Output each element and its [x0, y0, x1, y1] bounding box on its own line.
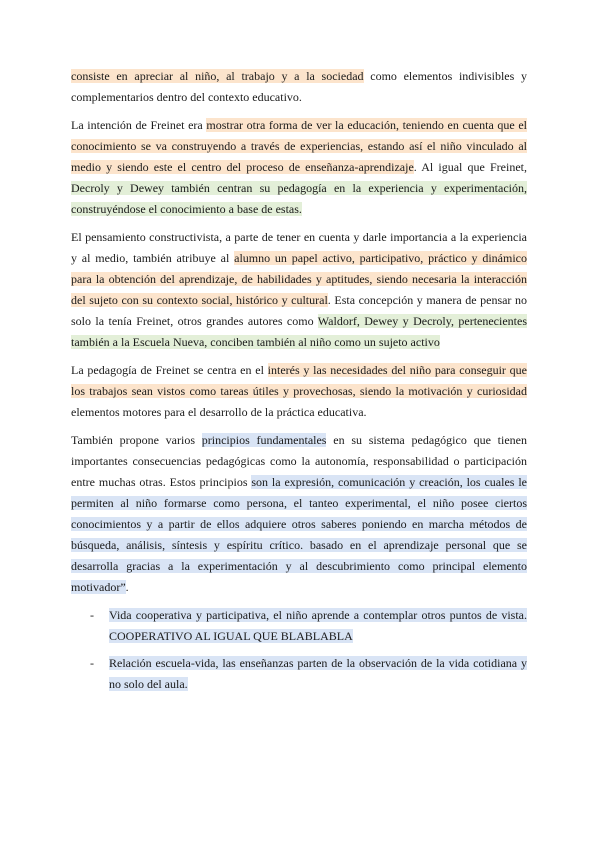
list-item	[71, 605, 527, 647]
text-run: . Esta concepción y manera de pensar no solo la tenía Freinet, otros grandes autores como	[71, 293, 527, 328]
paragraph-1	[71, 66, 527, 108]
highlight-blue: son la expresión, comunicación y creación, los cuales le permiten al niño formarse como persona, el tanteo experimental, el niño posee ciertos conocimientos y a partir de ellos adquiere otros saberes poniendo en marcha métodos de búsqueda, análisis, síntesis y espíritu crítico. basado en el aprendizaje personal que se desarrolla gracias a la experimentación y al descubrimiento como principal elemento motivador”	[71, 475, 527, 594]
text-run: elementos motores para el desarrollo de la práctica educativa.	[71, 405, 367, 419]
text-run: como elementos indivisibles y complementarios dentro del contexto educativo.	[71, 69, 527, 104]
text-run: La pedagogía de Freinet se centra en el	[71, 363, 268, 377]
paragraph-4	[71, 360, 527, 423]
highlight-blue: Relación escuela-vida, las enseñanzas parten de la observación de la vida cotidiana y no solo del aula.	[109, 656, 527, 691]
highlight-green: Decroly y Dewey también centran su pedagogía en la experiencia y experimentación, construyéndose el conocimiento a base de estas.	[71, 181, 527, 216]
highlight-orange: consiste en apreciar al niño, al trabajo y a la sociedad	[71, 69, 364, 83]
highlight-orange: alumno un papel activo, participativo, práctico y dinámico para la obtención del aprendizaje, de habilidades y aptitudes, siendo necesaria la interacción del sujeto con su contexto social, histórico y cultural	[71, 251, 527, 307]
highlight-blue: Vida cooperativa y participativa, el niño aprende a contemplar otros puntos de vista. COOPERATIVO AL IGUAL QUE BLABLABLA	[109, 608, 527, 643]
principles-list	[71, 605, 527, 695]
paragraph-3	[71, 227, 527, 353]
text-run: La intención de Freinet era	[71, 118, 207, 132]
dash-bullet: -	[90, 656, 94, 670]
dash-bullet: -	[90, 608, 94, 622]
paragraph-5	[71, 430, 527, 598]
text-run: El pensamiento constructivista, a parte de tener en cuenta y darle importancia a la experiencia y al medio, también atribuye al	[71, 230, 527, 265]
text-run: También propone varios	[71, 433, 202, 447]
highlight-blue: principios fundamentales	[201, 433, 327, 447]
text-run: . Al igual que Freinet,	[413, 160, 527, 174]
text-run: en su sistema pedagógico que tienen importantes consecuencias pedagógicas como la autonomía, responsabilidad o participación entre muchas otras. Estos principios	[71, 433, 527, 489]
highlight-orange: interés y las necesidades del niño para conseguir que los trabajos sean vistos como tareas útiles y provechosas, siendo la motivación y curiosidad	[71, 363, 527, 398]
highlight-orange: mostrar otra forma de ver la educación, teniendo en cuenta que el conocimiento se va construyendo a través de experiencias, estando así el niño vinculado al medio y siendo este el centro del proceso de enseñanza-aprendizaje	[71, 118, 527, 174]
list-item	[71, 653, 527, 695]
highlight-green: Waldorf, Dewey y Decroly, pertenecientes también a la Escuela Nueva, conciben también al niño como un sujeto activo	[71, 314, 527, 349]
paragraph-2	[71, 115, 527, 220]
text-run: .	[125, 580, 129, 594]
